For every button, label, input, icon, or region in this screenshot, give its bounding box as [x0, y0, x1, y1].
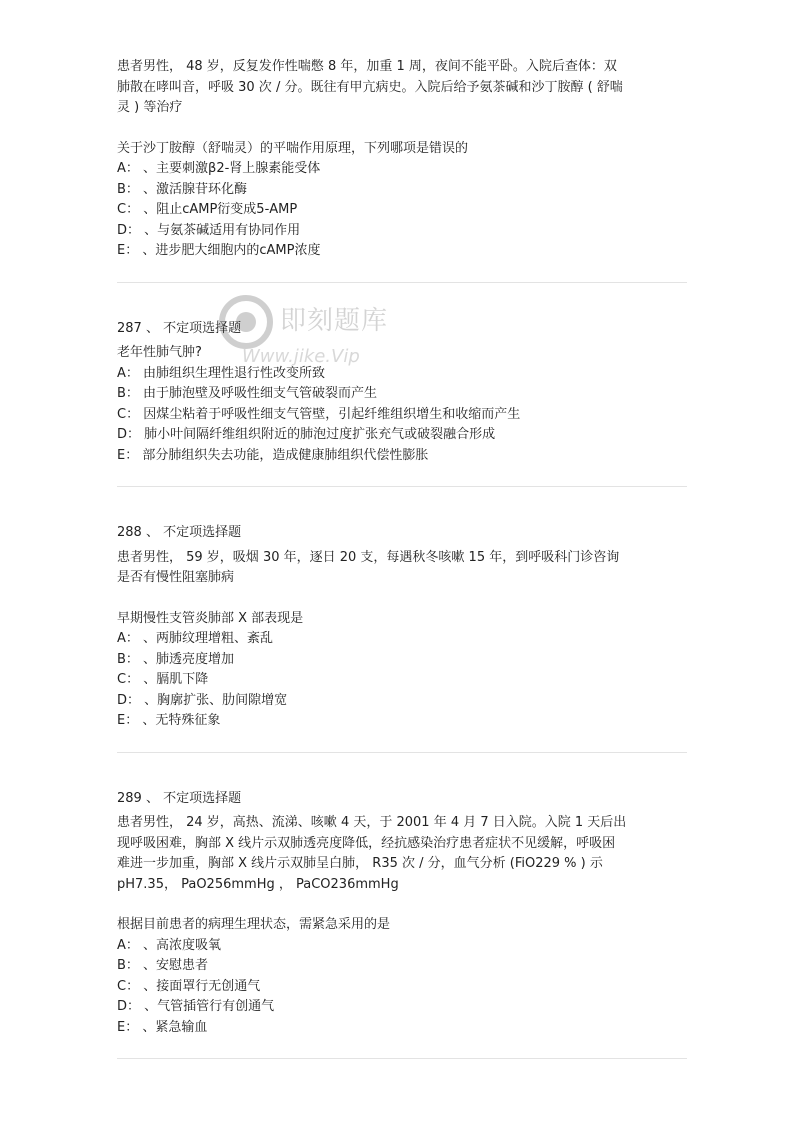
question-text: 老年性肺气肿? [117, 345, 202, 360]
option-c: C： 因煤尘粘着于呼吸性细支气管壁，引起纤维组织增生和收缩而产生 [117, 406, 521, 422]
divider [117, 752, 687, 753]
question-287 [117, 319, 687, 467]
option-e: E： 部分肺组织失去功能，造成健康肺组织代偿性膨胀 [117, 447, 429, 463]
stem-line: 是否有慢性阻塞肺病 [117, 570, 235, 585]
option-d: D： 、与氨茶碱适用有协同作用 [117, 222, 301, 238]
option-c: C： 、接面罩行无创通气 [117, 978, 261, 994]
divider [117, 486, 687, 487]
option-e: E： 、进步肥大细胞内的cAMP浓度 [117, 243, 321, 258]
question-text: 早期慢性支管炎肺部 X 部表现是 [117, 610, 304, 626]
option-d: D： 、胸廓扩张、肋间隙增宽 [117, 692, 288, 708]
stem-line: 患者男性， 59 岁，吸烟 30 年，逐日 20 支，每遇秋冬咳嗽 15 年，到呼吸科门诊咨询 [117, 549, 620, 565]
stem-line: 患者男性， 48 岁，反复发作性喘憋 8 年，加重 1 周，夜间不能平卧。入院后查体：双 [117, 59, 617, 74]
stem-line: pH7.35， PaO256mmHg ， PaCO236mmHg [117, 876, 399, 892]
divider [117, 1058, 687, 1059]
option-c: C： 、膈肌下降 [117, 672, 209, 687]
question-text: 根据目前患者的病理生理状态，需紧急采用的是 [117, 917, 391, 932]
stem-line: 难进一步加重，胸部 X 线片示双肺呈白肺， R35 次 / 分，血气分析 (FiO229 % ) 示 [117, 856, 603, 871]
divider [117, 282, 687, 283]
option-b: B： 、激活腺苷环化酶 [117, 181, 248, 197]
question-header: 288 、 不定项选择题 [117, 525, 242, 540]
option-d: D： 肺小叶间隔纤维组织附近的肺泡过度扩张充气或破裂融合形成 [117, 427, 496, 442]
option-a: A： 由肺组织生理性退行性改变所致 [117, 365, 326, 381]
option-b: B： 由于肺泡壁及呼吸性细支气管破裂而产生 [117, 386, 378, 401]
watermark-text: 即刻题库 [280, 306, 389, 336]
watermark-url: Www.jike.Vip [242, 346, 360, 367]
option-e: E： 、紧急输血 [117, 1019, 208, 1035]
option-a: A： 、高浓度吸氧 [117, 937, 222, 953]
stem-line: 灵 ) 等治疗 [117, 100, 183, 115]
option-a: A： 、两肺纹理增粗、紊乱 [117, 631, 274, 646]
stem-line: 患者男性， 24 岁，高热、流涕、咳嗽 4 天，于 2001 年 4 月 7 日入院。入院 1 天后出 [117, 815, 627, 830]
document-page [117, 57, 687, 1059]
stem-line: 肺散在哮叫音，呼吸 30 次 / 分。既往有甲亢病史。入院后给予氨茶碱和沙丁胺醇 ( 舒喘 [117, 79, 623, 95]
question-text: 关于沙丁胺醇（舒喘灵）的平喘作用原理，下列哪项是错误的 [117, 140, 469, 156]
question-288 [117, 523, 687, 732]
option-c: C： 、阻止cAMP衍变成5-AMP [117, 202, 298, 217]
option-a: A： 、主要刺激β2-肾上腺素能受体 [117, 161, 321, 176]
question-289 [117, 789, 687, 1039]
question-286 [117, 57, 687, 262]
question-header: 289 、 不定项选择题 [117, 790, 242, 806]
question-header: 287 、 不定项选择题 [117, 320, 242, 336]
option-b: B： 、肺透亮度增加 [117, 651, 235, 667]
option-b: B： 、安慰患者 [117, 958, 209, 973]
stem-line: 现呼吸困难，胸部 X 线片示双肺透亮度降低，经抗感染治疗患者症状不见缓解，呼吸困 [117, 835, 616, 851]
option-d: D： 、气管插管行有创通气 [117, 999, 275, 1014]
option-e: E： 、无特殊征象 [117, 713, 221, 728]
